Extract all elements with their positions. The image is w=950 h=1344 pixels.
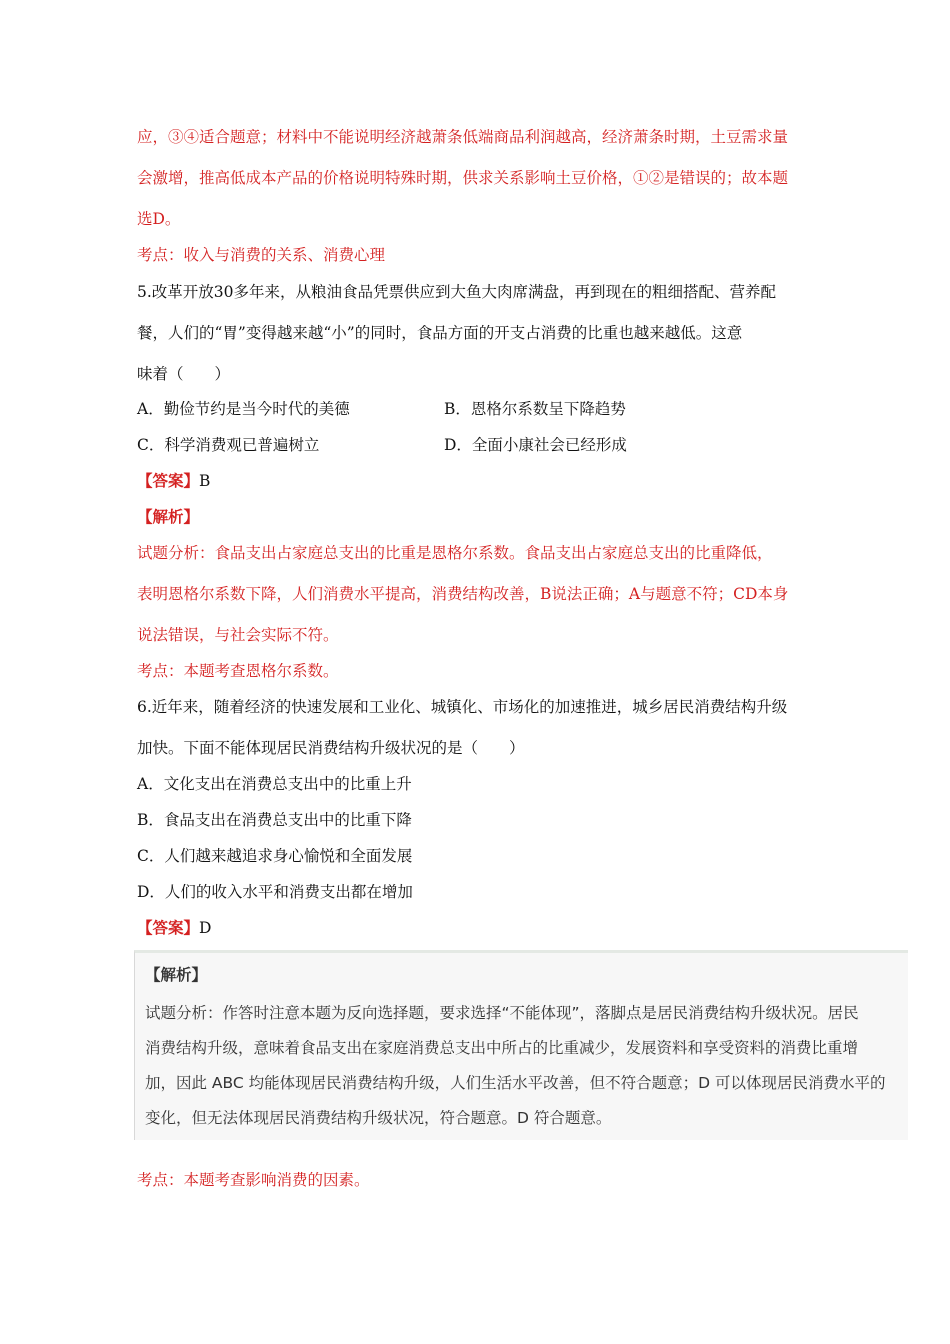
option-b: B．恩格尔系数呈下降趋势 (444, 400, 626, 418)
analysis-line: 说法错误，与社会实际不符。 (137, 626, 339, 644)
analysis-line: 应，③④适合题意；材料中不能说明经济越萧条低端商品利润越高，经济萧条时期，土豆需求量 (137, 128, 789, 146)
kaodian-line: 考点：本题考查影响消费的因素。 (137, 1171, 370, 1189)
option-c: C．人们越来越追求身心愉悦和全面发展 (137, 847, 413, 865)
option-d: D．全面小康社会已经形成 (444, 436, 627, 454)
answer-value: B (199, 472, 211, 490)
answer-line (137, 918, 211, 938)
question-6-stem: 加快。下面不能体现居民消费结构升级状况的是（ ） (137, 739, 525, 757)
option-a: A．文化支出在消费总支出中的比重上升 (137, 775, 412, 793)
option-b: B．食品支出在消费总支出中的比重下降 (137, 811, 412, 829)
analysis-screenshot (134, 950, 908, 1140)
answer-label: 【答案】 (137, 471, 200, 490)
screenshot-line: 消费结构升级，意味着食品支出在家庭消费总支出中所占的比重减少，发展资料和享受资料的消费比重增 (145, 1039, 859, 1057)
question-5-stem: 餐，人们的“胃”变得越来越“小”的同时，食品方面的开支占消费的比重也越来越低。这意 (137, 324, 743, 342)
analysis-line: 表明恩格尔系数下降，人们消费水平提高，消费结构改善，B说法正确；A与题意不符；CD本身 (137, 585, 789, 603)
jiexi-label: 【解析】 (137, 507, 200, 526)
analysis-line: 会激增，推高低成本产品的价格说明特殊时期，供求关系影响土豆价格，①②是错误的；故本题 (137, 169, 789, 187)
option-a: A．勤俭节约是当今时代的美德 (137, 400, 350, 418)
analysis-line: 试题分析：食品支出占家庭总支出的比重是恩格尔系数。食品支出占家庭总支出的比重降低， (137, 544, 773, 562)
screenshot-line: 试题分析：作答时注意本题为反向选择题，要求选择“不能体现”，落脚点是居民消费结构升级状况。居民 (145, 1004, 859, 1022)
screenshot-line: 变化，但无法体现居民消费结构升级状况，符合题意。D 符合题意。 (145, 1109, 612, 1127)
question-5-stem: 5.改革开放30多年来，从粮油食品凭票供应到大鱼大肉席满盘，再到现在的粗细搭配、营养配 (137, 283, 777, 301)
question-6-stem: 6.近年来，随着经济的快速发展和工业化、城镇化、市场化的加速推进，城乡居民消费结构升级 (137, 698, 788, 716)
option-c: C．科学消费观已普遍树立 (137, 436, 320, 454)
screenshot-title: 【解析】 (145, 966, 208, 984)
kaodian-line: 考点：本题考查恩格尔系数。 (137, 662, 339, 680)
option-d: D．人们的收入水平和消费支出都在增加 (137, 883, 413, 901)
kaodian-line: 考点：收入与消费的关系、消费心理 (137, 246, 386, 264)
answer-label: 【答案】 (137, 918, 200, 937)
answer-line (137, 471, 210, 491)
analysis-line: 选D。 (137, 210, 181, 228)
answer-value: D (199, 919, 212, 937)
screenshot-line: 加，因此 ABC 均能体现居民消费结构升级，人们生活水平改善，但不符合题意；D 可以体现居民消费水平的 (145, 1074, 886, 1092)
question-5-stem: 味着（ ） (137, 365, 231, 383)
